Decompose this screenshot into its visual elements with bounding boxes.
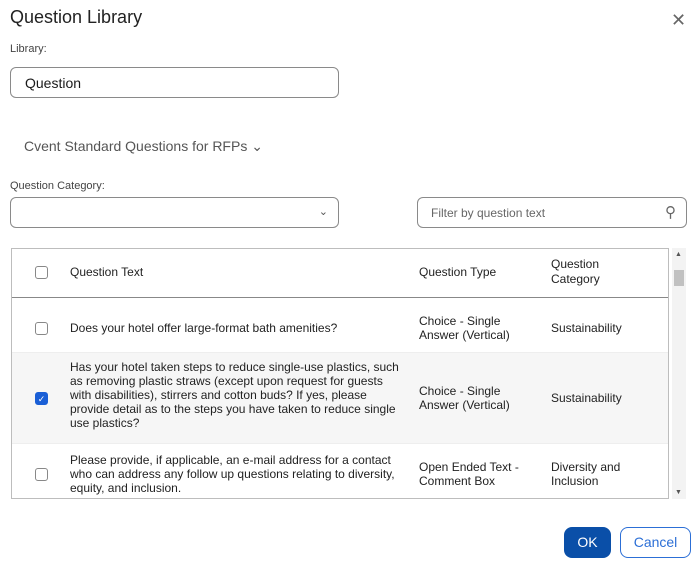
- library-input[interactable]: Question: [10, 67, 339, 98]
- chevron-down-icon: ⌄: [318, 206, 328, 218]
- table-row[interactable]: [12, 444, 668, 499]
- close-icon[interactable]: ✕: [671, 10, 687, 30]
- table-scrollbar[interactable]: [672, 248, 686, 499]
- questions-table: [11, 248, 669, 499]
- question-type: Choice - Single Answer (Vertical): [419, 314, 510, 342]
- scroll-up-icon[interactable]: ▲: [675, 251, 682, 258]
- question-category: Sustainability: [551, 391, 622, 405]
- row-checkbox-checked[interactable]: ✓: [35, 392, 48, 405]
- table-row[interactable]: [12, 353, 668, 444]
- question-text: Has your hotel taken steps to reduce single-use plastics, such as removing plastic straws (except upon request for guests with disabilities), stirrers and cotton buds? If yes, please provide detail as to the steps you have taken to reduce single use plastics?: [70, 360, 399, 430]
- select-all-checkbox[interactable]: [35, 266, 48, 279]
- question-type: Open Ended Text - Comment Box: [419, 460, 519, 488]
- source-dropdown[interactable]: [24, 138, 263, 155]
- header-question-category: Question Category: [551, 257, 600, 286]
- filter-placeholder: Filter by question text: [431, 206, 546, 220]
- category-label: Question Category:: [10, 180, 105, 192]
- question-text: Does your hotel offer large-format bath amenities?: [70, 321, 338, 335]
- dialog-title: Question Library: [10, 7, 143, 27]
- cancel-button[interactable]: Cancel: [620, 527, 691, 558]
- table-row[interactable]: [12, 303, 668, 353]
- question-category: Sustainability: [551, 321, 622, 335]
- table-header: [12, 249, 668, 298]
- row-checkbox[interactable]: [35, 322, 48, 335]
- question-text: Please provide, if applicable, an e-mail address for a contact who can address any follow up questions relating to diversity, equity, and inclusion.: [70, 453, 395, 495]
- row-checkbox[interactable]: [35, 468, 48, 481]
- chevron-down-icon: ⌄: [251, 138, 263, 154]
- header-question-text: Question Text: [70, 265, 144, 279]
- library-label: Library:: [10, 43, 47, 55]
- question-category: Diversity and Inclusion: [551, 460, 621, 488]
- header-question-type: Question Type: [419, 265, 497, 279]
- search-icon: ⚲: [665, 204, 676, 221]
- question-type: Choice - Single Answer (Vertical): [419, 384, 510, 412]
- category-select[interactable]: [10, 197, 339, 228]
- scrollbar-thumb[interactable]: [674, 270, 684, 286]
- ok-button[interactable]: OK: [564, 527, 611, 558]
- scroll-down-icon[interactable]: ▼: [675, 489, 682, 496]
- source-label: Cvent Standard Questions for RFPs: [24, 138, 248, 154]
- filter-input[interactable]: [417, 197, 687, 228]
